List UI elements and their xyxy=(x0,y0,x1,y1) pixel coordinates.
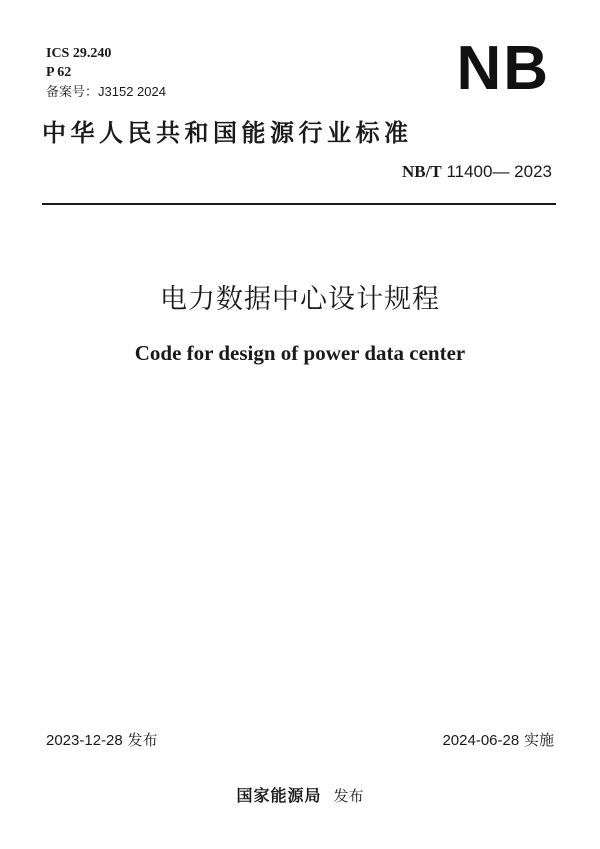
document-title-en: Code for design of power data center xyxy=(134,341,466,365)
implementation-date-block xyxy=(442,730,554,751)
publisher-action: 发布 xyxy=(333,787,364,805)
implementation-label: 实施 xyxy=(523,731,554,749)
publisher-line xyxy=(0,786,600,806)
ccs-code: P 62 xyxy=(46,65,72,80)
standard-code: 11400— 2023 xyxy=(441,162,552,181)
national-standard-heading: 中华人民共和国能源行业标准 xyxy=(42,119,413,147)
header-divider xyxy=(42,203,556,205)
document-title-cn: 电力数据中心设计规程 xyxy=(160,284,440,315)
standard-number xyxy=(402,160,552,184)
ics-code: ICS 29.240 xyxy=(46,46,112,61)
implementation-date: 2024-06-28 xyxy=(442,732,520,749)
issue-date-block xyxy=(46,730,158,751)
filing-number xyxy=(46,82,166,102)
standard-prefix: NB/T xyxy=(402,162,442,181)
publisher-org: 国家能源局 xyxy=(236,786,322,805)
issue-date: 2023-12-28 xyxy=(46,732,123,749)
filing-value: J3152 2024 xyxy=(98,84,166,99)
filing-label: 备案号： xyxy=(46,85,99,100)
nb-logo: NB xyxy=(456,34,550,103)
classification-block xyxy=(46,44,166,102)
issue-label: 发布 xyxy=(127,731,158,749)
